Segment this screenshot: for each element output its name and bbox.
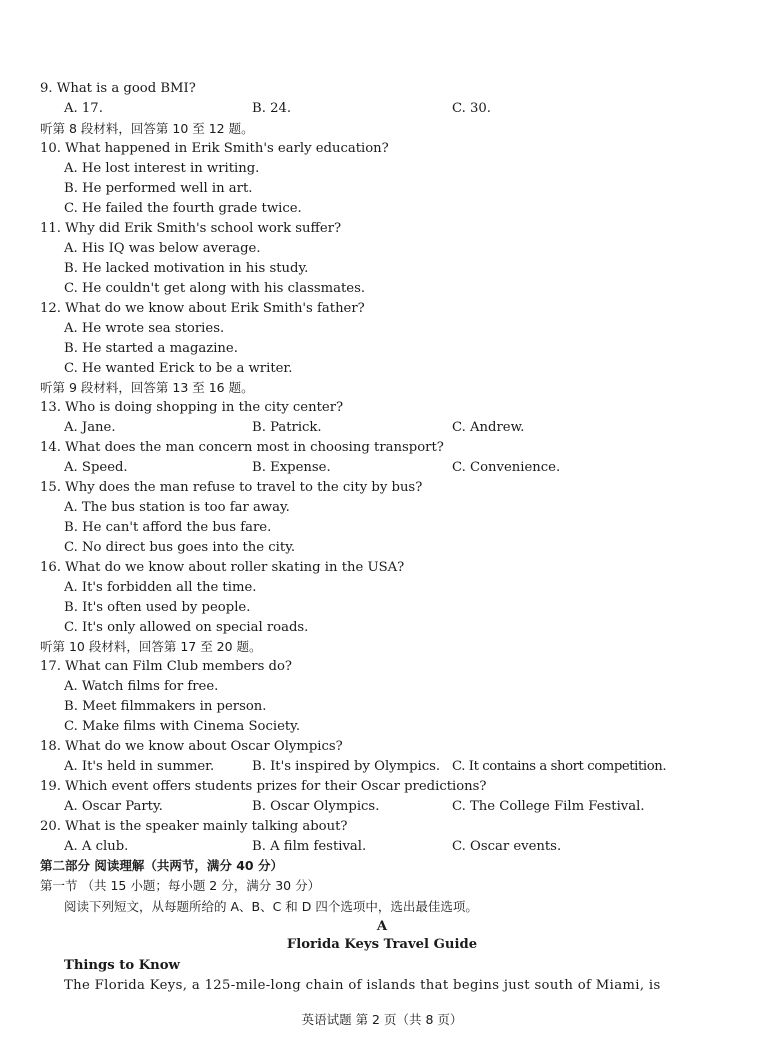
question-9-option-a: A. 17. <box>64 101 103 116</box>
question-14-option-c: C. Convenience. <box>452 460 561 475</box>
question-16-option-b: B. It's often used by people. <box>64 600 251 615</box>
question-9-stem: 9. What is a good BMI? <box>40 81 196 96</box>
question-18-option-b: B. It's inspired by Olympics. <box>252 759 441 774</box>
question-9-option-c: C. 30. <box>452 101 491 116</box>
question-12-stem: 12. What do we know about Erik Smith's father? <box>40 301 365 316</box>
question-20-option-c: C. Oscar events. <box>452 839 562 854</box>
question-18-option-a: A. It's held in summer. <box>64 759 215 774</box>
reading-instruction: 阅读下列短文，从每题所给的 A、B、C 和 D 四个选项中，选出最佳选项。 <box>64 899 478 914</box>
question-13-option-b: B. Patrick. <box>252 420 322 435</box>
question-10-option-b: B. He performed well in art. <box>64 181 253 196</box>
question-20-stem: 20. What is the speaker mainly talking about? <box>40 819 348 834</box>
question-17-option-b: B. Meet filmmakers in person. <box>64 699 267 714</box>
question-13-option-a: A. Jane. <box>64 420 116 435</box>
question-16-option-a: A. It's forbidden all the time. <box>64 580 257 595</box>
question-11-stem: 11. Why did Erik Smith's school work suffer? <box>40 221 342 236</box>
question-19-option-b: B. Oscar Olympics. <box>252 799 380 814</box>
question-15-option-a: A. The bus station is too far away. <box>64 500 290 515</box>
question-18-option-c: C. It contains a short competition. <box>452 759 667 774</box>
section-9-heading: 听第 9 段材料，回答第 13 至 16 题。 <box>40 380 254 395</box>
question-12-option-a: A. He wrote sea stories. <box>64 321 225 336</box>
question-19-option-c: C. The College Film Festival. <box>452 799 645 814</box>
section-8-heading: 听第 8 段材料，回答第 10 至 12 题。 <box>40 121 254 136</box>
question-12-option-c: C. He wanted Erick to be a writer. <box>64 361 293 376</box>
question-9-option-b: B. 24. <box>252 101 292 116</box>
part-2-heading: 第二部分 阅读理解（共两节，满分 40 分） <box>40 858 283 873</box>
question-13-stem: 13. Who is doing shopping in the city center? <box>40 400 344 415</box>
question-16-stem: 16. What do we know about roller skating in the USA? <box>40 560 405 575</box>
question-15-option-c: C. No direct bus goes into the city. <box>64 540 296 555</box>
question-14-stem: 14. What does the man concern most in choosing transport? <box>40 440 444 455</box>
question-15-stem: 15. Why does the man refuse to travel to the city by bus? <box>40 480 423 495</box>
question-20-option-b: B. A film festival. <box>252 839 367 854</box>
section-1-heading: 第一节 （共 15 小题；每小题 2 分，满分 30 分） <box>40 878 321 893</box>
question-17-option-a: A. Watch films for free. <box>64 679 219 694</box>
question-16-option-c: C. It's only allowed on special roads. <box>64 620 309 635</box>
passage-title: Florida Keys Travel Guide <box>286 937 478 952</box>
passage-subheading: Things to Know <box>64 958 180 973</box>
question-15-option-b: B. He can't afford the bus fare. <box>64 520 272 535</box>
question-11-option-a: A. His IQ was below average. <box>64 241 261 256</box>
question-19-option-a: A. Oscar Party. <box>64 799 163 814</box>
question-10-option-a: A. He lost interest in writing. <box>64 161 260 176</box>
question-20-option-a: A. A club. <box>64 839 129 854</box>
question-11-option-c: C. He couldn't get along with his classmates. <box>64 281 366 296</box>
passage-text: The Florida Keys, a 125-mile-long chain of islands that begins just south of Miami, is <box>64 978 661 993</box>
question-18-stem: 18. What do we know about Oscar Olympics? <box>40 739 343 754</box>
question-10-stem: 10. What happened in Erik Smith's early education? <box>40 141 389 156</box>
question-14-option-a: A. Speed. <box>64 460 128 475</box>
question-13-option-c: C. Andrew. <box>452 420 525 435</box>
question-17-option-c: C. Make films with Cinema Society. <box>64 719 301 734</box>
question-17-stem: 17. What can Film Club members do? <box>40 659 292 674</box>
page-footer: 英语试题 第 2 页（共 8 页） <box>301 1012 463 1027</box>
section-10-heading: 听第 10 段材料，回答第 17 至 20 题。 <box>40 639 262 654</box>
passage-letter: A <box>376 919 388 934</box>
question-10-option-c: C. He failed the fourth grade twice. <box>64 201 302 216</box>
question-11-option-b: B. He lacked motivation in his study. <box>64 261 309 276</box>
question-14-option-b: B. Expense. <box>252 460 331 475</box>
question-19-stem: 19. Which event offers students prizes for their Oscar predictions? <box>40 779 487 794</box>
question-12-option-b: B. He started a magazine. <box>64 341 238 356</box>
